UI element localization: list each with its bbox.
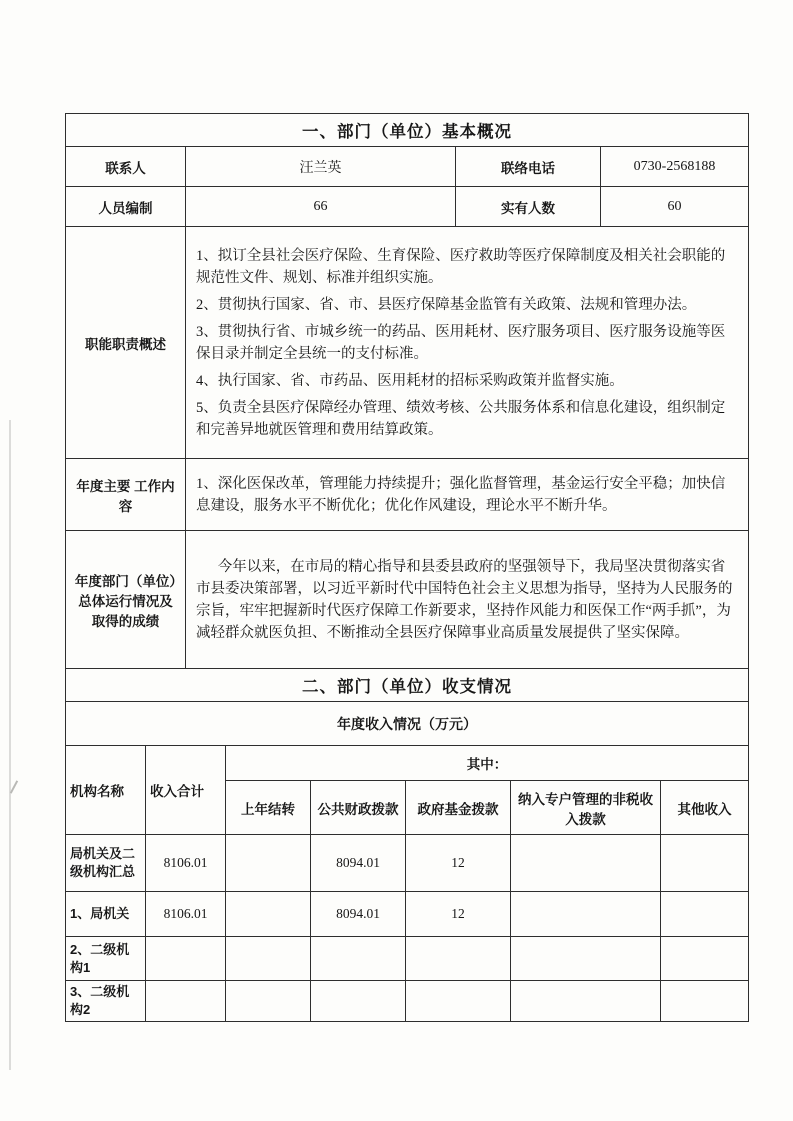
carryover-value <box>226 981 311 1022</box>
special-account-value <box>511 892 661 937</box>
other-income-value <box>661 892 749 937</box>
gov-fund-value: 12 <box>406 835 511 892</box>
col-header-gov-fund: 政府基金拨款 <box>406 781 511 835</box>
org-name: 1、局机关 <box>66 892 146 937</box>
gov-fund-value <box>406 981 511 1022</box>
overall-performance-content: 今年以来，在市局的精心指导和县委县政府的坚强领导下，我局坚决贯彻落实省市县委决策部署，以习近平新时代中国特色社会主义思想为指导，坚持为人民服务的宗旨，牢牢把握新时代医疗保障工作新要求，坚持作风能力和医保工作“两手抓”，为减轻群众就医负担、不断推动全县医疗保障事业高质量发展提供了坚实保障。 <box>186 531 749 669</box>
actual-headcount-value: 60 <box>601 187 749 227</box>
gov-fund-value <box>406 937 511 981</box>
contact-label: 联系人 <box>66 147 186 187</box>
basic-overview-table <box>65 113 749 669</box>
duties-label: 职能职责概述 <box>66 227 186 459</box>
table-row <box>66 835 749 892</box>
scan-artifact-mark <box>10 780 18 793</box>
col-header-among: 其中： <box>226 746 749 781</box>
total-value <box>146 981 226 1022</box>
other-income-value <box>661 981 749 1022</box>
org-name: 3、二级机构2 <box>66 981 146 1022</box>
total-value: 8106.01 <box>146 835 226 892</box>
other-income-value <box>661 937 749 981</box>
duty-item: 5、负责全县医疗保障经办管理、绩效考核、公共服务体系和信息化建设，组织制定和完善异地就医管理和费用结算政策。 <box>196 399 726 438</box>
duties-content <box>186 227 749 459</box>
total-value <box>146 937 226 981</box>
public-finance-value <box>311 981 406 1022</box>
col-header-special-account: 纳入专户管理的非税收入拨款 <box>511 781 661 835</box>
col-header-other: 其他收入 <box>661 781 749 835</box>
col-header-carryover: 上年结转 <box>226 781 311 835</box>
carryover-value <box>226 835 311 892</box>
scan-artifact-line <box>9 420 11 1070</box>
duty-item: 3、贯彻执行省、市城乡统一的药品、医用耗材、医疗服务项目、医疗服务设施等医保目录并制定全县统一的支付标准。 <box>196 323 726 362</box>
carryover-value <box>226 892 311 937</box>
table-row <box>66 892 749 937</box>
public-finance-value: 8094.01 <box>311 892 406 937</box>
special-account-value <box>511 981 661 1022</box>
col-header-total: 收入合计 <box>146 746 226 835</box>
table-row <box>66 981 749 1022</box>
gov-fund-value: 12 <box>406 892 511 937</box>
section2-title: 二、部门（单位）收支情况 <box>66 669 749 702</box>
special-account-value <box>511 835 661 892</box>
overall-performance-label: 年度部门（单位）总体运行情况及 取得的成绩 <box>66 531 186 669</box>
income-subtitle: 年度收入情况（万元） <box>66 702 749 746</box>
duty-item: 1、拟订全县社会医疗保险、生育保险、医疗救助等医疗保障制度及相关社会职能的规范性文件、规划、标准并组织实施。 <box>196 247 726 286</box>
duty-item: 2、贯彻执行国家、省、市、县医疗保障基金监管有关政策、法规和管理办法。 <box>196 296 697 313</box>
actual-headcount-label: 实有人数 <box>456 187 601 227</box>
contact-value: 汪兰英 <box>186 147 456 187</box>
public-finance-value: 8094.01 <box>311 835 406 892</box>
col-header-org: 机构名称 <box>66 746 146 835</box>
public-finance-value <box>311 937 406 981</box>
other-income-value <box>661 835 749 892</box>
total-value: 8106.01 <box>146 892 226 937</box>
staffing-value: 66 <box>186 187 456 227</box>
section1-title: 一、部门（单位）基本概况 <box>66 114 749 147</box>
phone-value: 0730-2568188 <box>601 147 749 187</box>
org-name: 2、二级机构1 <box>66 937 146 981</box>
annual-work-content: 1、深化医保改革，管理能力持续提升；强化监督管理，基金运行安全平稳；加快信息建设，服务水平不断优化；优化作风建设，理论水平不断升华。 <box>186 459 749 531</box>
phone-label: 联络电话 <box>456 147 601 187</box>
annual-work-label: 年度主要 工作内容 <box>66 459 186 531</box>
report-form <box>65 113 748 1022</box>
special-account-value <box>511 937 661 981</box>
income-table <box>65 668 749 1022</box>
table-row <box>66 937 749 981</box>
org-name: 局机关及二级机构汇总 <box>66 835 146 892</box>
staffing-label: 人员编制 <box>66 187 186 227</box>
col-header-public-finance: 公共财政拨款 <box>311 781 406 835</box>
carryover-value <box>226 937 311 981</box>
duty-item: 4、执行国家、省、市药品、医用耗材的招标采购政策并监督实施。 <box>196 372 624 389</box>
